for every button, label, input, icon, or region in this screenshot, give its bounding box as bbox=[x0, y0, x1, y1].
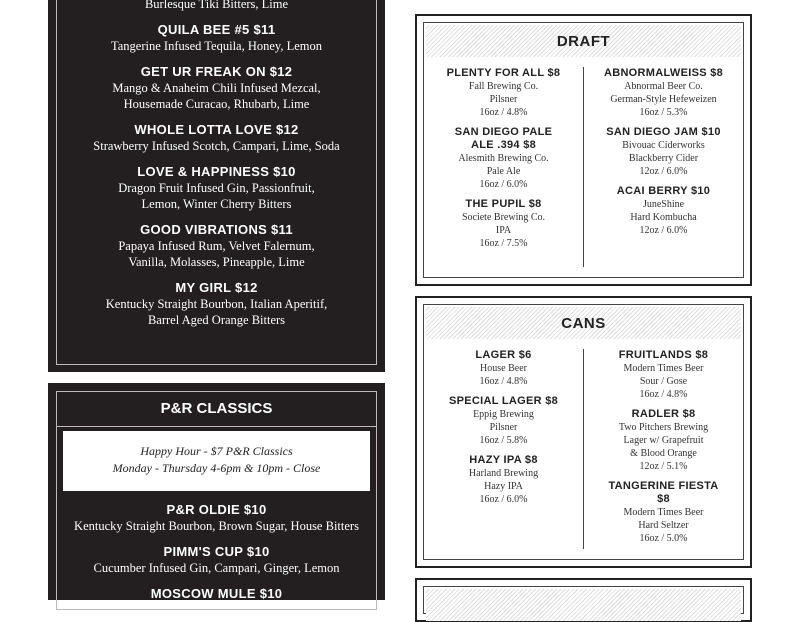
item-description: Kentucky Straight Bourbon, Brown Sugar, House Bitters bbox=[74, 519, 359, 533]
beer-detail: IPA bbox=[495, 225, 512, 236]
beer-item bbox=[424, 67, 583, 119]
beer-detail: 16oz / 4.8% bbox=[479, 107, 528, 118]
beer-name: SAN DIEGO JAM $10 bbox=[606, 126, 721, 138]
beer-detail: Modern Times Beer bbox=[623, 363, 704, 374]
beer-name: RADLER $8 bbox=[631, 408, 696, 420]
beer-detail: Pilsner bbox=[489, 94, 518, 105]
item-description: Kentucky Straight Bourbon, Italian Aperitif, bbox=[105, 297, 328, 311]
beer-item bbox=[584, 126, 743, 178]
menu-item bbox=[48, 221, 385, 270]
item-name: GOOD VIBRATIONS $11 bbox=[140, 222, 293, 237]
beer-detail: Modern Times Beer bbox=[623, 507, 704, 518]
beer-item bbox=[424, 126, 583, 191]
beer-detail: Alesmith Brewing Co. bbox=[458, 153, 549, 164]
beer-detail: 16oz / 6.0% bbox=[479, 494, 528, 505]
beer-item bbox=[584, 185, 743, 237]
beer-detail: Pilsner bbox=[489, 422, 518, 433]
item-description: Vanilla, Molasses, Pineapple, Lime bbox=[128, 255, 305, 269]
item-description: Strawberry Infused Scotch, Campari, Lime, Soda bbox=[93, 139, 340, 153]
item-description: Burlesque Tiki Bitters, Lime bbox=[144, 0, 289, 11]
beer-detail: Fall Brewing Co. bbox=[468, 81, 539, 92]
beer-item bbox=[584, 349, 743, 401]
item-name: PIMM'S CUP $10 bbox=[163, 544, 270, 559]
menu-item bbox=[48, 279, 385, 328]
item-description: Tangerine Infused Tequila, Honey, Lemon bbox=[110, 39, 323, 53]
beer-detail: 16oz / 7.5% bbox=[479, 238, 528, 249]
item-name: MY GIRL $12 bbox=[175, 280, 258, 295]
beer-name: THE PUPIL $8 bbox=[465, 198, 542, 210]
menu-item bbox=[48, 501, 385, 534]
item-description: Barrel Aged Orange Bitters bbox=[147, 313, 286, 327]
item-description: Housemade Curacao, Rhubarb, Lime bbox=[123, 97, 310, 111]
menu-item bbox=[48, 21, 385, 54]
menu-item bbox=[48, 585, 385, 602]
item-name: GET UR FREAK ON $12 bbox=[140, 64, 293, 79]
classics-panel bbox=[48, 383, 385, 600]
happy-hour-line: Monday - Thursday 4-6pm & 10pm - Close bbox=[112, 461, 321, 475]
beer-item bbox=[584, 67, 743, 119]
beer-name: FRUITLANDS $8 bbox=[618, 349, 709, 361]
beer-name: LAGER $6 bbox=[475, 349, 532, 361]
menu-item bbox=[48, 121, 385, 154]
happy-hour-box bbox=[63, 431, 370, 491]
menu-item bbox=[48, 543, 385, 576]
signature-cocktails-panel bbox=[48, 0, 385, 372]
item-description: Mango & Anaheim Chili Infused Mezcal, bbox=[112, 81, 321, 95]
beer-name: HAZY IPA $8 bbox=[469, 454, 538, 466]
menu-item bbox=[48, 63, 385, 112]
menu-item bbox=[48, 163, 385, 212]
item-name: P&R OLDIE $10 bbox=[166, 502, 267, 517]
item-description: Dragon Fruit Infused Gin, Passionfruit, bbox=[118, 181, 315, 195]
beer-detail: Hazy IPA bbox=[484, 481, 523, 492]
beer-detail: & Blood Orange bbox=[630, 448, 697, 459]
next-section bbox=[415, 578, 752, 622]
beer-detail: 16oz / 5.8% bbox=[479, 435, 528, 446]
beer-detail: Hard Kombucha bbox=[630, 212, 697, 223]
beer-name: SPECIAL LAGER $8 bbox=[448, 395, 559, 407]
beer-name: TANGERINE FIESTA $8 bbox=[608, 480, 719, 505]
beer-detail: Harland Brewing bbox=[468, 468, 539, 479]
draft-section bbox=[415, 14, 752, 286]
beer-detail: 12oz / 6.0% bbox=[639, 166, 688, 177]
classics-title: P&R CLASSICS bbox=[160, 400, 273, 417]
item-description: Papaya Infused Rum, Velvet Falernum, bbox=[118, 239, 315, 253]
beer-item bbox=[424, 198, 583, 250]
beer-detail: House Beer bbox=[480, 363, 527, 374]
beer-name: ABNORMALWEISS $8 bbox=[603, 67, 724, 79]
menu-item bbox=[48, 0, 385, 12]
beer-detail: Pale Ale bbox=[486, 166, 521, 177]
beer-item bbox=[424, 454, 583, 506]
beer-detail: Societe Brewing Co. bbox=[461, 212, 546, 223]
beer-item bbox=[424, 395, 583, 447]
beer-detail: JuneShine bbox=[642, 199, 685, 210]
item-name: LOVE & HAPPINESS $10 bbox=[137, 164, 296, 179]
beer-detail: 16oz / 5.0% bbox=[639, 533, 688, 544]
beer-detail: German-Style Hefeweizen bbox=[610, 94, 717, 105]
item-name: MOSCOW MULE $10 bbox=[150, 586, 283, 601]
beer-detail: Eppig Brewing bbox=[473, 409, 534, 420]
item-name: WHOLE LOTTA LOVE $12 bbox=[134, 122, 299, 137]
beer-detail: Bivouac Ciderworks bbox=[622, 140, 705, 151]
beer-name: PLENTY FOR ALL $8 bbox=[446, 67, 561, 79]
beer-detail: 16oz / 4.8% bbox=[639, 389, 688, 400]
beer-detail: Hard Seltzer bbox=[638, 520, 689, 531]
beer-detail: Two Pitchers Brewing bbox=[618, 422, 709, 433]
beer-detail: Blackberry Cider bbox=[628, 153, 699, 164]
item-description: Lemon, Winter Cherry Bitters bbox=[141, 197, 292, 211]
beer-item bbox=[424, 349, 583, 388]
beer-detail: Abnormal Beer Co. bbox=[624, 81, 703, 92]
beer-detail: Sour / Gose bbox=[639, 376, 688, 387]
beer-detail: 12oz / 6.0% bbox=[639, 225, 688, 236]
item-name: QUILA BEE #5 $11 bbox=[157, 22, 276, 37]
item-description: Cucumber Infused Gin, Campari, Ginger, Lemon bbox=[93, 561, 340, 575]
beer-item bbox=[584, 408, 743, 473]
beer-item bbox=[584, 480, 743, 545]
cans-section bbox=[415, 296, 752, 568]
beer-name: ACAI BERRY $10 bbox=[616, 185, 711, 197]
beer-detail: 16oz / 5.3% bbox=[639, 107, 688, 118]
beer-detail: Lager w/ Grapefruit bbox=[623, 435, 704, 446]
beer-detail: 12oz / 5.1% bbox=[639, 461, 688, 472]
draft-title: DRAFT bbox=[426, 25, 741, 57]
beer-detail: 16oz / 6.0% bbox=[479, 179, 528, 190]
beer-detail: 16oz / 4.8% bbox=[479, 376, 528, 387]
happy-hour-line: Happy Hour - $7 P&R Classics bbox=[140, 444, 293, 458]
beer-name: SAN DIEGO PALE ALE .394 $8 bbox=[454, 126, 553, 151]
cans-title: CANS bbox=[426, 307, 741, 339]
